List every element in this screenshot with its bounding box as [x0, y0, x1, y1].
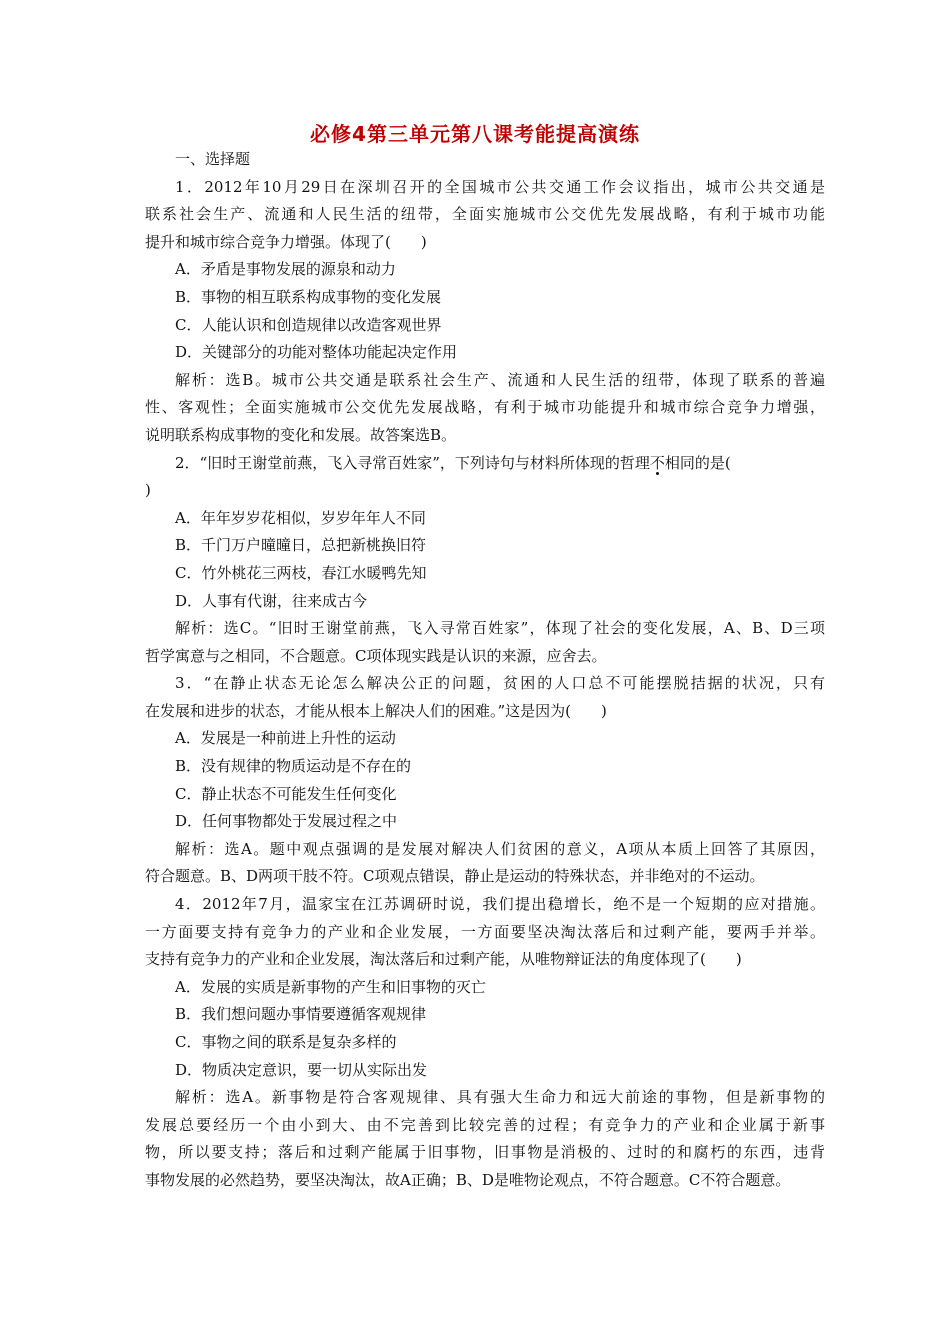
question-stem-line	[145, 450, 825, 478]
option-a: A．年年岁岁花相似，岁岁年年人不同	[175, 508, 426, 527]
question-stem-line: 3．“在静止状态无论怎么解决公正的问题，贫困的人口总不可能摆脱拮据的状况，只有	[175, 674, 825, 693]
option-b: B．我们想问题办事情要遵循客观规律	[175, 1005, 427, 1024]
option-c: C．静止状态不可能发生任何变化	[175, 784, 397, 803]
document-body	[145, 146, 825, 1195]
stem-text: 2．“旧时王谢堂前燕，飞入寻常百姓家”，下列诗句与材料所体现的哲理	[175, 453, 650, 472]
analysis-line: 解析：选A。新事物是符合客观规律、具有强大生命力和远大前途的事物，但是新事物的	[175, 1088, 825, 1107]
stem-text: 相同的是(	[664, 453, 731, 472]
option-b: B．千门万户曈曈日，总把新桃换旧符	[175, 536, 427, 555]
option-c: C．人能认识和创造规律以改造客观世界	[175, 315, 442, 334]
option-a: A．矛盾是事物发展的源泉和动力	[175, 260, 396, 279]
question-1	[145, 174, 825, 450]
analysis-line: 符合题意。B、D两项干肢不符。C项观点错误，静止是运动的特殊状态，并非绝对的不运动。	[145, 867, 765, 886]
question-stem-line: 联系社会生产、流通和人民生活的纽带，全面实施城市公交优先发展战略，有利于城市功能	[145, 205, 825, 224]
analysis-line: 说明联系构成事物的变化和发展。故答案选B。	[145, 425, 457, 444]
option-b: B．事物的相互联系构成事物的变化发展	[175, 287, 442, 306]
question-stem-line: 1．2012年10月29日在深圳召开的全国城市公共交通工作会议指出，城市公共交通是	[175, 177, 825, 196]
analysis-line: 物，所以要支持；落后和过剩产能属于旧事物，旧事物是消极的、过时的和腐朽的东西，违背	[145, 1143, 825, 1162]
question-4	[145, 891, 825, 1195]
section-heading: 一、选择题	[175, 150, 251, 168]
option-d: D．关键部分的功能对整体功能起决定作用	[175, 343, 458, 362]
option-d: D．物质决定意识，要一切从实际出发	[175, 1060, 428, 1079]
question-stem-line: )	[145, 481, 151, 500]
analysis-line: 事物发展的必然趋势，要坚决淘汰，故A正确；B、D是唯物论观点，不符合题意。C不符合题意。	[145, 1170, 791, 1189]
page-title: 必修4第三单元第八课考能提高演练	[310, 122, 640, 146]
option-c: C．事物之间的联系是复杂多样的	[175, 1033, 397, 1051]
analysis-line: 哲学寓意与之相同，不合题意。C项体现实践是认识的来源，应舍去。	[145, 646, 607, 665]
option-c: C．竹外桃花三两枝，春江水暖鸭先知	[175, 563, 427, 582]
option-d: D．人事有代谢，往来成古今	[175, 591, 368, 610]
option-b: B．没有规律的物质运动是不存在的	[175, 757, 412, 776]
question-stem-line: 提升和城市综合竞争力增强。体现了( )	[145, 232, 427, 251]
analysis-line: 解析：选C。“旧时王谢堂前燕，飞入寻常百姓家”，体现了社会的变化发展，A、B、D三项	[175, 619, 825, 638]
question-stem-line: 支持有竞争力的产业和企业发展，淘汰落后和过剩产能，从唯物辩证法的角度体现了( )	[145, 950, 742, 969]
emphasis-dot-text: 不	[649, 453, 665, 472]
analysis-line: 性、客观性；全面实施城市公交优先发展战略，有利于城市功能提升和城市综合竞争力增强，	[145, 398, 825, 417]
question-stem-line: 一方面要支持有竞争力的产业和企业发展，一方面要坚决淘汰落后和过剩产能，要两手并举。	[145, 922, 825, 941]
analysis-line: 解析：选A。题中观点强调的是发展对解决人们贫困的意义，A项从本质上回答了其原因，	[175, 839, 825, 858]
question-2	[145, 450, 825, 671]
analysis-line: 解析：选B。城市公共交通是联系社会生产、流通和人民生活的纽带，体现了联系的普遍	[175, 370, 825, 389]
analysis-line: 发展总要经历一个由小到大、由不完善到比较完善的过程；有竞争力的产业和企业属于新事	[145, 1115, 825, 1134]
question-stem-line: 4．2012年7月，温家宝在江苏调研时说，我们提出稳增长，绝不是一个短期的应对措施。	[175, 895, 825, 914]
option-d: D．任何事物都处于发展过程之中	[175, 812, 398, 831]
option-a: A．发展是一种前进上升性的运动	[175, 729, 396, 748]
question-3	[145, 670, 825, 891]
option-a: A．发展的实质是新事物的产生和旧事物的灭亡	[175, 977, 486, 996]
question-stem-line: 在发展和进步的状态，才能从根本上解决人们的困难。”这是因为( )	[145, 701, 607, 720]
